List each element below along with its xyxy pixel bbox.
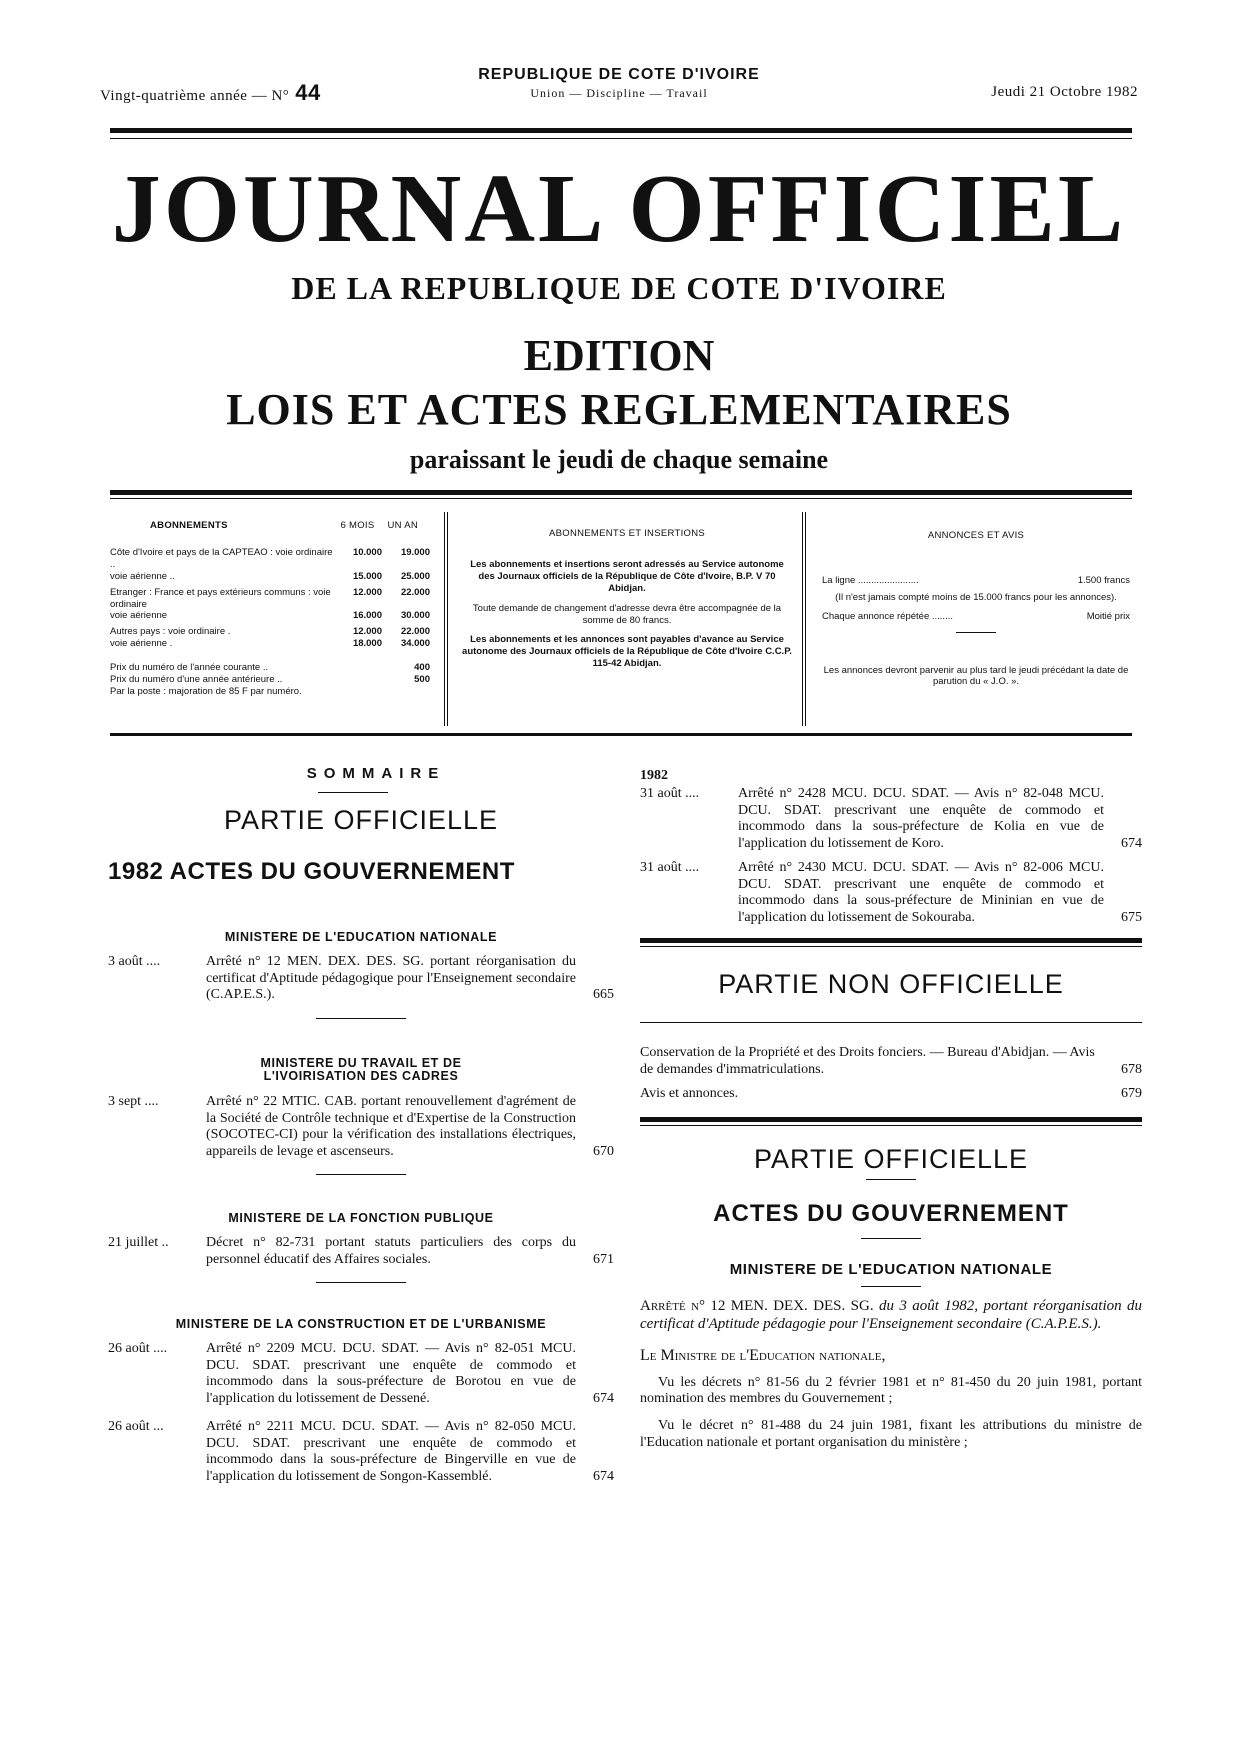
entry-page: 670 xyxy=(593,1143,614,1159)
repeat-label: Chaque annonce répétée ........ xyxy=(822,611,953,622)
ministry-section xyxy=(108,930,614,1019)
header-rule-bottom xyxy=(110,138,1132,139)
arrete-title xyxy=(640,1297,1142,1333)
sommaire-entry[interactable] xyxy=(108,1341,614,1407)
edition-name: LOIS ET ACTES REGLEMENTAIRES xyxy=(226,385,1012,434)
subscription-rates xyxy=(110,547,430,650)
partie-divider xyxy=(640,938,1142,943)
rate-label: voie aérienne . xyxy=(110,638,173,650)
price-row xyxy=(110,662,430,674)
subscription-info xyxy=(110,508,1130,730)
info-rule-top-thin xyxy=(110,498,1132,499)
rate-one-year: 30.000 xyxy=(400,610,430,622)
non-officielle-entries xyxy=(640,1045,1142,1103)
info-separator xyxy=(802,512,806,726)
price-row xyxy=(110,674,430,686)
ministry-section xyxy=(108,1317,614,1485)
partie-non-officielle-heading: PARTIE NON OFFICIELLE xyxy=(640,947,1142,1023)
rate-row xyxy=(110,610,430,622)
arrete-description: du 3 août 1982, portant réorganisation du certificat d'Aptitude pédagogie pour l'Enseignement secondaire (C.A.P.E.S.). xyxy=(640,1297,1142,1332)
sommaire-entry[interactable] xyxy=(640,860,1142,926)
right-year: 1982 xyxy=(640,768,668,783)
rate-label: voie aérienne xyxy=(110,610,168,622)
deadline-note: Les annonces devront parvenir au plus tard le jeudi précédant la date de parution du « J.O. ». xyxy=(823,665,1129,687)
annonces-heading: ANNONCES ET AVIS xyxy=(927,530,1025,541)
right-column xyxy=(640,768,1142,1452)
body-ministry-heading: MINISTERE DE L'EDUCATION NATIONALE xyxy=(729,1260,1053,1278)
sommaire-rule xyxy=(318,792,388,793)
entry-page: 665 xyxy=(593,987,614,1003)
rate-one-year: 34.000 xyxy=(400,638,430,650)
insertions-column xyxy=(462,508,792,730)
journal-subtitle: DE LA REPUBLIQUE DE COTE D'IVOIRE xyxy=(291,270,947,306)
actes-gouvernement-heading: 1982 ACTES DU GOUVERNEMENT xyxy=(108,858,515,885)
price-value: 400 xyxy=(414,662,430,673)
insertions-heading: ABONNEMENTS ET INSERTIONS xyxy=(548,528,705,539)
republic-motto: Union — Discipline — Travail xyxy=(530,86,708,100)
body-actes-heading: ACTES DU GOUVERNEMENT xyxy=(713,1199,1069,1227)
rate-one-year: 25.000 xyxy=(400,570,430,582)
price-label: Par la poste : majoration de 85 F par numéro. xyxy=(110,685,302,697)
entry-text: Conservation de la Propriété et des Droits fonciers. — Bureau d'Abidjan. — Avis de demandes d'immatriculations. xyxy=(640,1045,1095,1077)
ministry-section xyxy=(108,1057,614,1176)
entry-page: 674 xyxy=(1121,835,1142,851)
rate-six-months: 16.000 xyxy=(352,610,382,622)
rate-six-months: 12.000 xyxy=(352,626,382,638)
rate-row xyxy=(110,571,430,583)
non-officielle-entry[interactable] xyxy=(640,1086,1142,1103)
annonces-divider xyxy=(956,632,996,633)
info-separator xyxy=(444,512,448,726)
sommaire-entry[interactable] xyxy=(108,1235,614,1268)
rate-six-months: 15.000 xyxy=(352,570,382,582)
issue-year-text: Vingt-quatrième année — N° xyxy=(100,88,290,104)
price-value: 500 xyxy=(414,673,430,685)
entry-page: 679 xyxy=(1121,1086,1142,1102)
subscriptions-heading: ABONNEMENTS xyxy=(150,520,228,531)
right-entries xyxy=(640,786,1142,926)
issue-number: 44 xyxy=(295,80,321,105)
non-officielle-entry[interactable] xyxy=(640,1045,1142,1078)
rate-label: Côte d'Ivoire et pays de la CAPTEAO : voie ordinaire .. xyxy=(110,547,333,570)
sommaire-title: SOMMAIRE xyxy=(306,765,446,782)
entry-page: 671 xyxy=(593,1251,614,1267)
rate-label: Autres pays : voie ordinaire . xyxy=(110,626,231,638)
repeat-value: Moitié prix xyxy=(1086,611,1130,622)
body-divider xyxy=(640,1117,1142,1122)
entry-text: Avis et annonces. xyxy=(640,1086,739,1102)
entry-page: 674 xyxy=(593,1390,614,1406)
sommaire-entry[interactable] xyxy=(108,1094,614,1160)
line-price-label: La ligne ....................... xyxy=(822,575,919,586)
col-six-months: 6 MOIS xyxy=(340,520,375,531)
rate-six-months: 18.000 xyxy=(352,638,382,650)
insertions-address: Les abonnements et insertions seront adressés au Service autonome des Journaux officiels de la République de Côte d'Ivoire, B.P. V 70 Abidjan. xyxy=(470,559,784,594)
subscriptions-column xyxy=(110,508,430,730)
price-label: Prix du numéro de l'année courante .. xyxy=(110,662,269,673)
line-price-value: 1.500 francs xyxy=(1077,575,1130,586)
annonces-column xyxy=(822,508,1130,730)
rate-row xyxy=(110,547,430,571)
entry-date: 26 août ... xyxy=(108,1419,164,1435)
rate-row xyxy=(110,638,430,650)
rate-one-year: 22.000 xyxy=(400,586,430,598)
rate-six-months: 12.000 xyxy=(352,586,382,598)
price-row xyxy=(110,686,430,698)
entry-text: Arrêté n° 12 MEN. DEX. DES. SG. portant réorganisation du certificat d'Aptitude pédagogique pour l'Enseignement secondaire (C.AP.E.S.). xyxy=(206,954,576,1003)
rate-row xyxy=(110,587,430,611)
entry-date: 3 août .... xyxy=(108,954,161,969)
entry-date: 3 sept .... xyxy=(108,1094,159,1110)
entry-page: 674 xyxy=(593,1468,614,1484)
entry-date: 26 août .... xyxy=(108,1341,168,1357)
issue-prices xyxy=(110,662,430,698)
rate-one-year: 22.000 xyxy=(400,626,430,638)
sommaire-entry[interactable] xyxy=(108,1419,614,1485)
entry-text: Arrêté n° 2211 MCU. DCU. SDAT. — Avis n° 82-050 MCU. DCU. SDAT. prescrivant une enquête de commodo et incommodo dans la sous-préfecture de Bingerville en vue de l'application du lotissement de Songon-Kassemblé. xyxy=(206,1419,576,1484)
section-rule xyxy=(316,1018,406,1019)
ministry-heading: MINISTERE DE L'EDUCATION NATIONALE xyxy=(224,930,498,944)
arrete-number: Arrêté n° 12 MEN. DEX. DES. SG. xyxy=(640,1297,874,1314)
edition-label: EDITION xyxy=(523,331,715,380)
issue-date: Jeudi 21 Octobre 1982 xyxy=(991,84,1138,100)
rate-row xyxy=(110,626,430,638)
price-label: Prix du numéro d'une année antérieure .. xyxy=(110,673,283,685)
entry-text: Arrêté n° 22 MTIC. CAB. portant renouvellement d'agrément de la Société de Contrôle technique et d'Expertise de la Construction (SOCOTEC-CI) pour la vérification des installations électriques, appareils de levage et ascenseurs. xyxy=(206,1094,576,1159)
vu-paragraph-2: Vu le décret n° 81-488 du 24 juin 1981, fixant les attributions du ministre de l'Education nationale et portant organisation du ministère ; xyxy=(640,1418,1142,1451)
entry-text: Arrêté n° 2209 MCU. DCU. SDAT. — Avis n° 82-051 MCU. DCU. SDAT. prescrivant une enquête de commodo et incommodo dans la sous-préfecture de Borotou en vue de l'application du lotissement de Dessené. xyxy=(206,1341,576,1406)
entry-text: Décret n° 82-731 portant statuts particuliers des corps du personnel éducatif des Affaires sociales. xyxy=(206,1235,576,1267)
republic-name: REPUBLIQUE DE COTE D'IVOIRE xyxy=(478,66,760,83)
sommaire-column xyxy=(108,765,614,1485)
section-rule xyxy=(316,1174,406,1175)
sommaire-entry[interactable] xyxy=(108,954,614,1004)
journal-title: JOURNAL OFFICIEL xyxy=(111,155,1127,263)
entry-page: 675 xyxy=(1121,909,1142,925)
entry-page: 678 xyxy=(1121,1061,1142,1077)
publication-tagline: paraissant le jeudi de chaque semaine xyxy=(409,445,829,474)
rate-label: Etranger : France et pays extérieurs communs : voie ordinaire xyxy=(110,586,331,610)
sommaire-entry[interactable] xyxy=(640,786,1142,852)
minimum-note: (Il n'est jamais compté moins de 15.000 francs pour les annonces). xyxy=(835,592,1117,603)
address-change-note: Toute demande de changement d'adresse devra être accompagnée de la somme de 80 francs. xyxy=(472,602,782,626)
entry-date: 31 août .... xyxy=(640,860,700,876)
le-ministre: Le Ministre de l'Education nationale, xyxy=(640,1346,886,1364)
ministry-section xyxy=(108,1211,614,1283)
body-partie-officielle: PARTIE OFFICIELLE xyxy=(753,1143,1029,1174)
col-one-year: UN AN xyxy=(387,520,418,531)
info-rule-top xyxy=(110,490,1132,495)
ministry-heading: MINISTERE DE LA FONCTION PUBLIQUE xyxy=(228,1211,494,1226)
entry-date: 31 août .... xyxy=(640,786,700,801)
entry-text: Arrêté n° 2428 MCU. DCU. SDAT. — Avis n° 82-048 MCU. DCU. SDAT. prescrivant une enquête de commodo et incommodo dans la sous-préfecture de Kolia en vue de l'application du lotissement de Koro. xyxy=(738,786,1104,851)
ministry-heading: MINISTERE DU TRAVAIL ET DE L'IVOIRISATION DES CADRES xyxy=(260,1055,462,1084)
entry-date: 21 juillet .. xyxy=(108,1235,169,1251)
sommaire-sections xyxy=(108,930,614,1485)
rate-six-months: 10.000 xyxy=(352,547,382,558)
ministry-heading: MINISTERE DE LA CONSTRUCTION ET DE L'URBANISME xyxy=(175,1317,547,1332)
payment-note: Les abonnements et les annonces sont payables d'avance au Service autonome des Journaux officiels de la République de Côte d'Ivoire C.C.P. 115-42 Abidjan. xyxy=(462,634,792,670)
partie-officielle-heading: PARTIE OFFICIELLE xyxy=(223,805,499,835)
price-value xyxy=(390,686,430,698)
vu-paragraph-1: Vu les décrets n° 81-56 du 2 février 1981 et n° 81-450 du 20 juin 1981, portant nomination des membres du Gouvernement ; xyxy=(640,1374,1142,1407)
rate-label: voie aérienne .. xyxy=(110,570,175,582)
section-rule xyxy=(316,1282,406,1283)
entry-text: Arrêté n° 2430 MCU. DCU. SDAT. — Avis n° 82-006 MCU. DCU. SDAT. prescrivant une enquête de commodo et incommodo dans la sous-préfecture de Mininian en vue de l'application du lotissement de Sokouraba. xyxy=(738,860,1104,925)
rate-one-year: 19.000 xyxy=(400,547,430,558)
info-rule-bottom xyxy=(110,733,1132,736)
header-rule-top xyxy=(110,128,1132,133)
